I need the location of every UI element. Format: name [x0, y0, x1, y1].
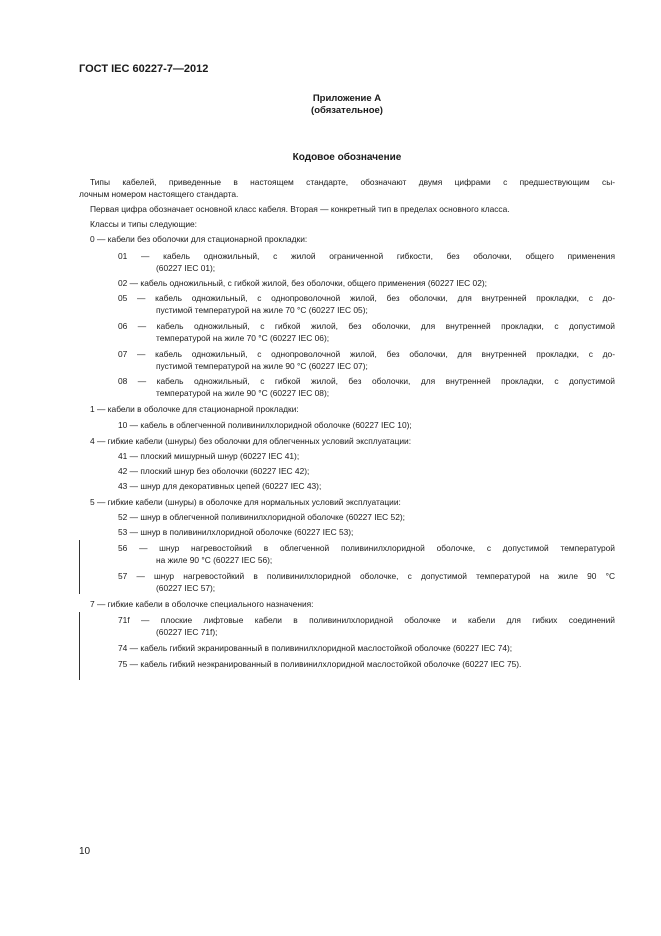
class-0-heading: 0 — кабели без оболочки для стационарной прокладки: — [90, 234, 308, 244]
type-10: 10 — кабель в облегченной поливинилхлоридной оболочке (60227 IEC 10); — [118, 420, 412, 430]
class-1-heading: 1 — кабели в оболочке для стационарной прокладки: — [90, 404, 299, 414]
type-52: 52 — шнур в облегченной поливинилхлоридной оболочке (60227 IEC 52); — [118, 512, 405, 522]
intro-line-2: лочным номером настоящего стандарта. — [79, 189, 239, 199]
type-56-line-2: на жиле 90 °С (60227 IEC 56); — [156, 555, 273, 565]
type-43: 43 — шнур для декоративных цепей (60227 IEC 43); — [118, 481, 322, 491]
type-05-line-1: 05 — кабель одножильный, с однопроволочной жилой, без оболочки, для внутренней прокладки, с до- — [118, 293, 615, 303]
class-5-heading: 5 — гибкие кабели (шнуры) в оболочке для нормальных условий эксплуатации: — [90, 497, 401, 507]
section-title: Кодовое обозначение — [292, 152, 402, 163]
type-05-line-2: пустимой температурой на жиле 70 °С (60227 IEC 05); — [156, 305, 368, 315]
type-56-line-1: 56 — шнур нагревостойкий в облегченной поливинилхлоридной оболочке, с допустимой температурой — [118, 543, 615, 553]
type-01-line-2: (60227 IEC 01); — [156, 263, 216, 273]
type-41: 41 — плоский мишурный шнур (60227 IEC 41); — [118, 451, 300, 461]
type-06-line-2: температурой на жиле 70 °С (60227 IEC 06); — [156, 333, 330, 343]
type-02: 02 — кабель одножильный, с гибкой жилой, без оболочки, общего применения (60227 IEC 02); — [118, 278, 487, 288]
type-07-line-1: 07 — кабель одножильный, с однопроволочной жилой, без оболочки, для внутренней прокладки, с до- — [118, 349, 615, 359]
type-53: 53 — шнур в поливинилхлоридной оболочке (60227 IEC 53); — [118, 527, 354, 537]
class-4-heading: 4 — гибкие кабели (шнуры) без оболочки для облегченных условий эксплуатации: — [90, 436, 412, 446]
type-71f-line-1: 71f — плоские лифтовые кабели в поливинилхлоридной оболочке и кабели для гибких соединений — [118, 615, 615, 625]
intro-line-3: Первая цифра обозначает основной класс кабеля. Вторая — конкретный тип в пределах основного класса. — [90, 204, 510, 214]
document-header: ГОСТ IEC 60227-7—2012 — [79, 63, 209, 75]
type-08-line-2: температурой на жиле 90 °С (60227 IEC 08); — [156, 388, 330, 398]
page-number: 10 — [79, 846, 91, 857]
annex-subtitle: (обязательное) — [311, 105, 383, 116]
change-bar-56-57 — [79, 540, 80, 594]
annex-title: Приложение А — [312, 93, 382, 104]
intro-line-1: Типы кабелей, приведенные в настоящем стандарте, обозначают двумя цифрами с предшествующим сы- — [90, 177, 615, 187]
type-01-line-1: 01 — кабель одножильный, с жилой ограниченной гибкости, без оболочки, общего применения — [118, 251, 615, 261]
intro-line-4: Классы и типы следующие: — [90, 219, 198, 229]
type-42: 42 — плоский шнур без оболочки (60227 IEC 42); — [118, 466, 310, 476]
type-75: 75 — кабель гибкий неэкранированный в поливинилхлоридной маслостойкой оболочке (60227 IEC 75). — [118, 659, 522, 669]
type-57-line-2: (60227 IEC 57); — [156, 583, 216, 593]
type-08-line-1: 08 — кабель одножильный, с гибкой жилой, без оболочки, для внутренней прокладки, с допустимой — [118, 376, 615, 386]
type-57-line-1: 57 — шнур нагревостойкий в поливинилхлоридной оболочке, с допустимой температурой на жиле 90 °С — [118, 571, 615, 581]
type-07-line-2: пустимой температурой на жиле 90 °С (60227 IEC 07); — [156, 361, 368, 371]
type-06-line-1: 06 — кабель одножильный, с гибкой жилой, без оболочки, для внутренней прокладки, с допустимой — [118, 321, 615, 331]
type-71f-line-2: (60227 IEC 71f); — [156, 627, 218, 637]
type-74: 74 — кабель гибкий экранированный в поливинилхлоридной маслостойкой оболочке (60227 IEC 74); — [118, 643, 513, 653]
class-7-heading: 7 — гибкие кабели в оболочке специального назначения: — [90, 599, 314, 609]
change-bar-71-75 — [79, 612, 80, 680]
